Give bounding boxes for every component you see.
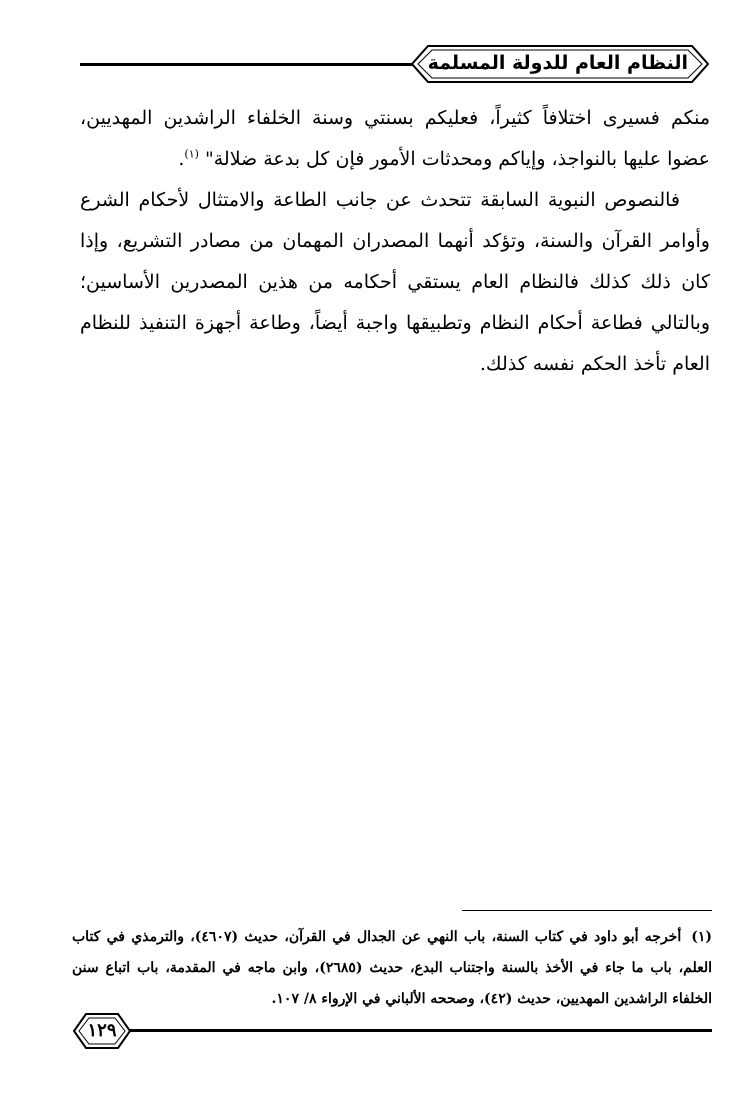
header-rule bbox=[80, 63, 414, 66]
running-header bbox=[80, 44, 710, 84]
paragraph-1-text: منكم فسيرى اختلافاً كثيراً، فعليكم بسنتي وسنة الخلفاء الراشدين المهديين، عضوا عليها بالنواجذ، وإياكم ومحدثات الأمور فإن كل بدعة ضلالة" bbox=[80, 107, 710, 170]
footnote-number: (١) bbox=[691, 929, 712, 945]
header-title: النظام العام للدولة المسلمة bbox=[427, 52, 688, 74]
paragraph-2: فالنصوص النبوية السابقة تتحدث عن جانب الطاعة والامتثال لأحكام الشرع وأوامر القرآن والسنة، وتؤكد أنهما المصدران المهمان من مصادر التشريع، وإذا كان ذلك كذلك فالنظام العام يستقي أحكامه من هذين المصدرين الأساسين؛ وبالتالي فطاعة أحكام النظام وتطبيقها واجبة أيضاً، وطاعة أجهزة التنفيذ للنظام العام تأخذ الحكم نفسه كذلك. bbox=[80, 189, 710, 375]
footer-rule bbox=[128, 1029, 712, 1032]
main-text bbox=[80, 98, 710, 385]
page-number-badge bbox=[72, 1012, 132, 1050]
page-number: ١٢٩ bbox=[87, 1020, 117, 1041]
page-footer bbox=[72, 1012, 712, 1052]
footnote-paragraph bbox=[72, 922, 712, 1015]
header-title-frame bbox=[410, 44, 710, 84]
footnote-text: أخرجه أبو داود في كتاب السنة، باب النهي عن الجدال في القرآن، حديث (٤٦٠٧)، والترمذي في كتاب العلم، باب ما جاء في الأخذ بالسنة واجتناب البدع، حديث (٢٦٨٥)، وابن ماجه في المقدمة، باب اتباع سنن الخلفاء الراشدين المهديين، حديث (٤٢)، وصححه الألباني في الإرواء ٨/ ١٠٧. bbox=[72, 929, 712, 1007]
footnote bbox=[72, 922, 712, 1015]
paragraph-1-end: . bbox=[178, 148, 185, 170]
paragraph-1 bbox=[80, 98, 710, 180]
footnote-separator bbox=[462, 910, 712, 911]
footnote-reference[interactable]: (١) bbox=[184, 147, 199, 161]
